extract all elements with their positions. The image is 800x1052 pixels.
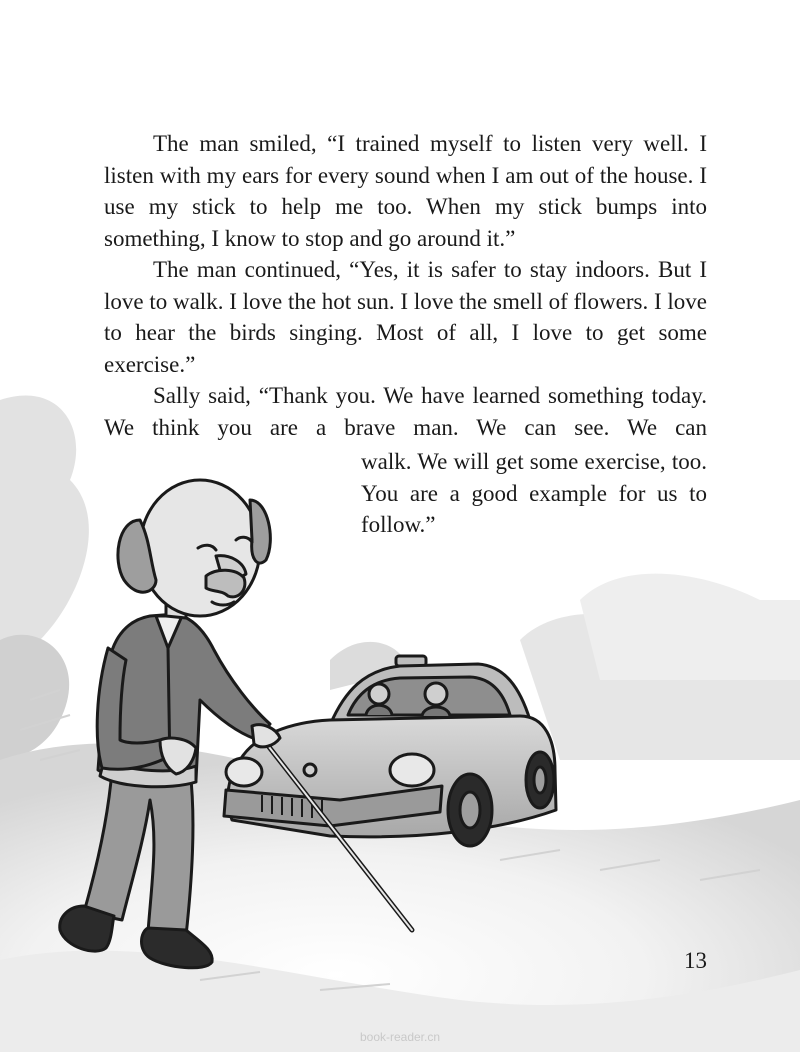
- watermark: book-reader.cn: [359, 1030, 441, 1044]
- paragraph: The man smiled, “I trained myself to listen very well. I listen with my ears for every sound when I am out of the house. I use my stick to help me too. When my stick bumps into something, I know to stop and go around it.”: [104, 131, 707, 251]
- paragraph: Sally said, “Thank you. We have learned something today. We think you are a brave man. We can see. We can: [104, 383, 707, 440]
- page-number: 13: [684, 948, 707, 973]
- paragraph-continuation: walk. We will get some exercise, too. You are a good example for us to follow.”: [361, 449, 707, 537]
- story-text: [104, 128, 707, 443]
- paragraph: The man continued, “Yes, it is safer to stay indoors. But I love to walk. I love the hot sun. I love the smell of flowers. I love to hear the birds singing. Most of all, I love to get some exercise.”: [104, 257, 707, 377]
- story-text-continued: [361, 446, 707, 541]
